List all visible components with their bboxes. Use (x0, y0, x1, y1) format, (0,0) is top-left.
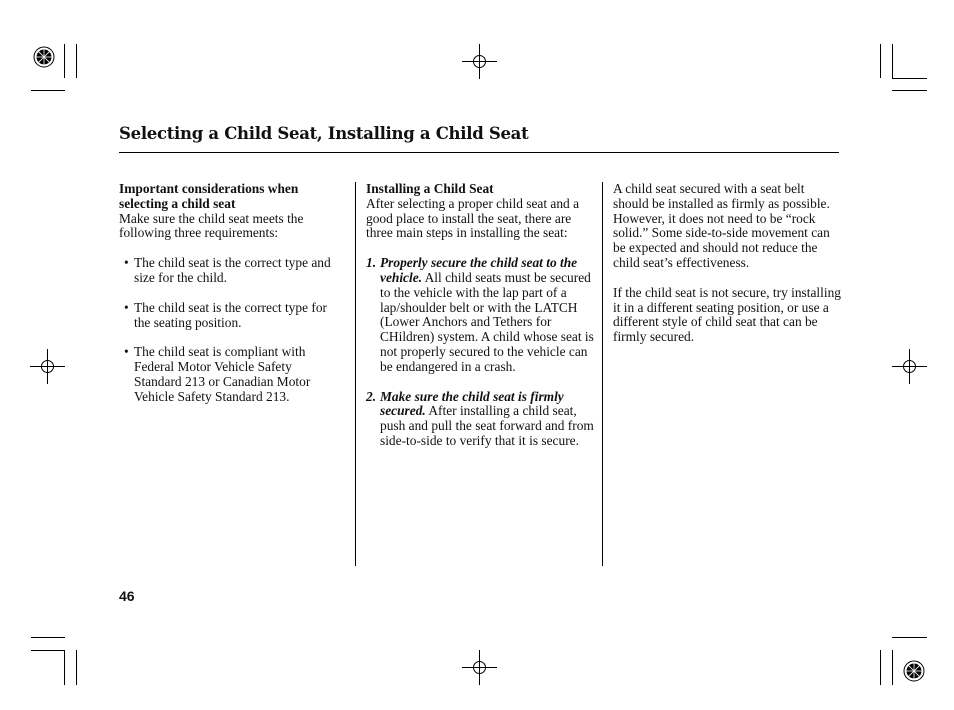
title-rule (119, 152, 839, 153)
step-text: All child seats must be secured to the vehicle with the lap part of a lap/shoulder belt or with the LATCH (Lower Anchors and Tethers for CHildren) system. A child whose seat is not properly secured to the vehicle can be endangered in a crash. (380, 269, 594, 374)
installing-heading: Installing a Child Seat (366, 181, 494, 196)
installing-intro: After selecting a proper child seat and a good place to install the seat, there are three main steps in installing the seat: (366, 195, 580, 241)
column-divider-1 (355, 182, 356, 566)
secure-fit-paragraph: If the child seat is not secure, try installing it in a different seating position, or use a different style of child seat that can be firmly secured. (613, 284, 841, 345)
page-title: Selecting a Child Seat, Installing a Child Seat (119, 124, 529, 143)
requirement-bullet (119, 256, 341, 286)
requirement-text: The child seat is compliant with Federal Motor Vehicle Safety Standard 213 or Canadian Motor Vehicle Safety Standard 213. (134, 344, 311, 404)
step-lead: Make sure the child seat is firmly secured. (380, 388, 564, 419)
considerations-intro: Make sure the child seat meets the following three requirements: (119, 210, 304, 241)
column-considerations (119, 182, 341, 405)
secure-fit-paragraph: A child seat secured with a seat belt should be installed as firmly as possible. However, it does not need to be “rock solid.” Some side-to-side movement can be expected and should not reduce the child seat’s effectiveness. (613, 181, 830, 270)
requirement-bullet (119, 345, 341, 404)
installation-step (366, 256, 594, 374)
requirement-text: The child seat is the correct type for the seating position. (134, 299, 327, 330)
requirement-text: The child seat is the correct type and size for the child. (134, 255, 331, 285)
installation-step (366, 390, 594, 449)
step-number: 2. (366, 388, 377, 404)
column-divider-2 (602, 182, 603, 566)
bullet-dot: • (124, 255, 129, 271)
step-text: After installing a child seat, push and pull the seat forward and from side-to-side to verify that it is secure. (380, 403, 594, 448)
step-number: 1. (366, 255, 377, 271)
page-number: 46 (119, 588, 135, 604)
column-secure-fit (613, 182, 841, 345)
considerations-heading: Important considerations when selecting a child seat (119, 181, 299, 211)
bullet-dot: • (124, 344, 129, 360)
column-installing (366, 182, 594, 449)
step-lead: Properly secure the child seat to the vehicle. (380, 255, 578, 285)
bullet-dot: • (124, 299, 129, 315)
requirement-bullet (119, 301, 341, 331)
